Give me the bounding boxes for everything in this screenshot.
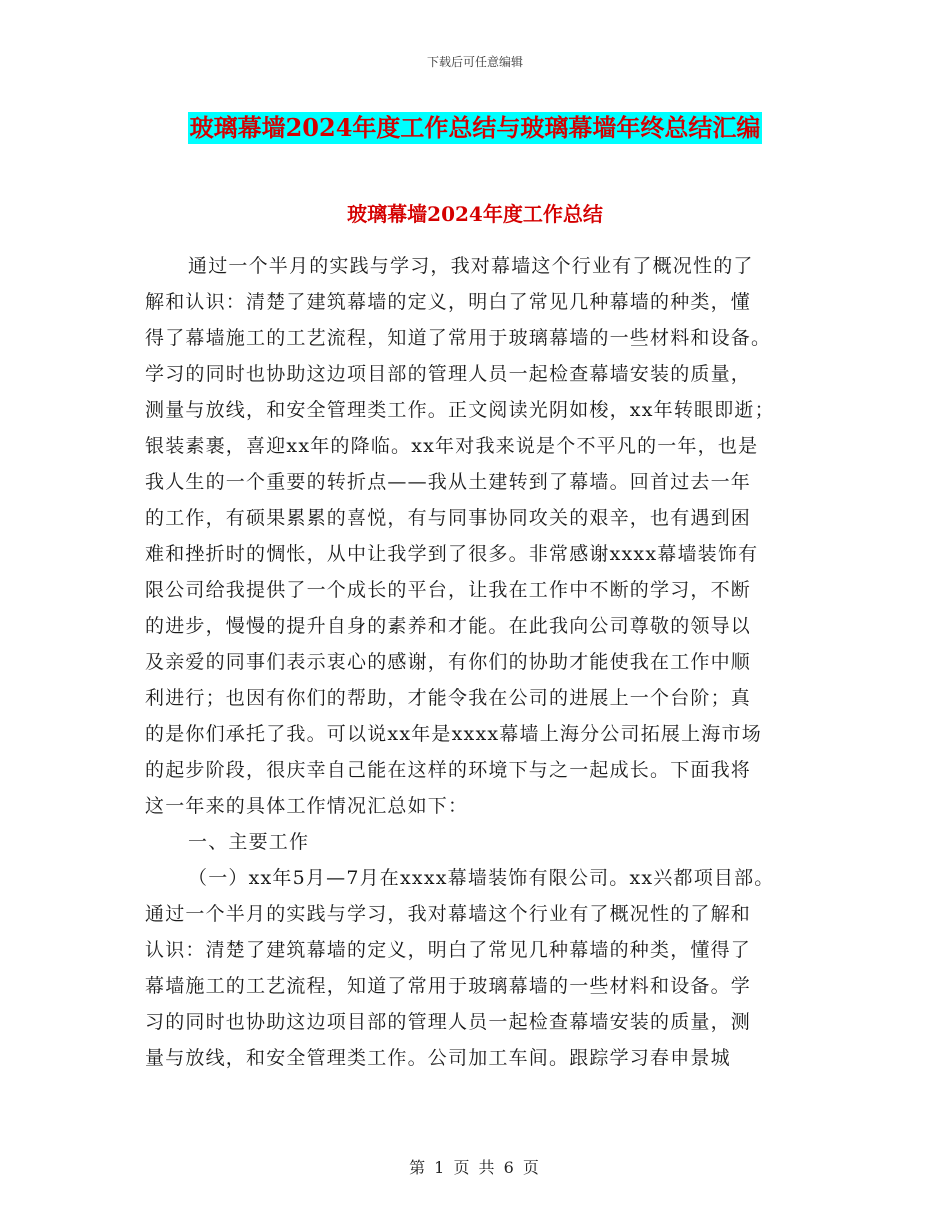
text-line: 的工作，有硕果累累的喜悦，有与同事协同攻关的艰辛，也有遇到困: [145, 507, 752, 529]
text-line: 银装素裹，喜迎xx年的降临。xx年对我来说是个不平凡的一年，也是: [145, 435, 759, 457]
text-line: 习的同时也协助这边项目部的管理人员一起检查幕墙安装的质量，测: [145, 1011, 752, 1033]
text-line: 通过一个半月的实践与学习，我对幕墙这个行业有了概况性的了解和: [145, 903, 752, 925]
text-line: 得了幕墙施工的工艺流程，知道了常用于玻璃幕墙的一些材料和设备。: [145, 327, 772, 349]
text-line: 测量与放线，和安全管理类工作。正文阅读光阴如梭，xx年转眼即逝；: [145, 399, 775, 421]
text-line: 通过一个半月的实践与学习，我对幕墙这个行业有了概况性的了: [188, 255, 754, 277]
text-line: 利进行；也因有你们的帮助，才能令我在公司的进展上一个台阶；真: [145, 687, 752, 709]
main-title-wrap: [0, 112, 950, 144]
page-footer: 第 1 页 共 6 页: [409, 1158, 541, 1177]
text-line: 难和挫折时的惆怅，从中让我学到了很多。非常感谢xxxx幕墙装饰有: [145, 543, 759, 565]
text-line: 限公司给我提供了一个成长的平台，让我在工作中不断的学习，不断: [145, 579, 752, 601]
sub-title: 玻璃幕墙2024年度工作总结: [347, 202, 603, 226]
text-line: 的进步，慢慢的提升自身的素养和才能。在此我向公司尊敬的领导以: [145, 615, 752, 637]
header-note: 下载后可任意编辑: [426, 55, 523, 69]
text-line: 量与放线，和安全管理类工作。公司加工车间。跟踪学习春申景城: [145, 1047, 731, 1069]
section-heading: 一、主要工作: [188, 831, 310, 853]
text-line: 这一年来的具体工作情况汇总如下：: [145, 795, 469, 817]
text-line: 认识：清楚了建筑幕墙的定义，明白了常见几种幕墙的种类，懂得了: [145, 939, 752, 961]
text-line: 幕墙施工的工艺流程，知道了常用于玻璃幕墙的一些材料和设备。学: [145, 975, 752, 997]
text-line: 的起步阶段，很庆幸自己能在这样的环境下与之一起成长。下面我将: [145, 759, 752, 781]
text-line: 及亲爱的同事们表示衷心的感谢，有你们的协助才能使我在工作中顺: [145, 651, 752, 673]
text-line: （一）xx年5月—7月在xxxx幕墙装饰有限公司。xx兴都项目部。: [188, 867, 775, 889]
text-line: 解和认识：清楚了建筑幕墙的定义，明白了常见几种幕墙的种类，懂: [145, 291, 752, 313]
text-line: 的是你们承托了我。可以说xx年是xxxx幕墙上海分公司拓展上海市场: [145, 723, 762, 745]
text-line: 学习的同时也协助这边项目部的管理人员一起检查幕墙安装的质量，: [145, 363, 752, 385]
text-line: 我人生的一个重要的转折点——我从土建转到了幕墙。回首过去一年: [145, 471, 752, 493]
main-title: 玻璃幕墙2024年度工作总结与玻璃幕墙年终总结汇编: [189, 113, 761, 142]
